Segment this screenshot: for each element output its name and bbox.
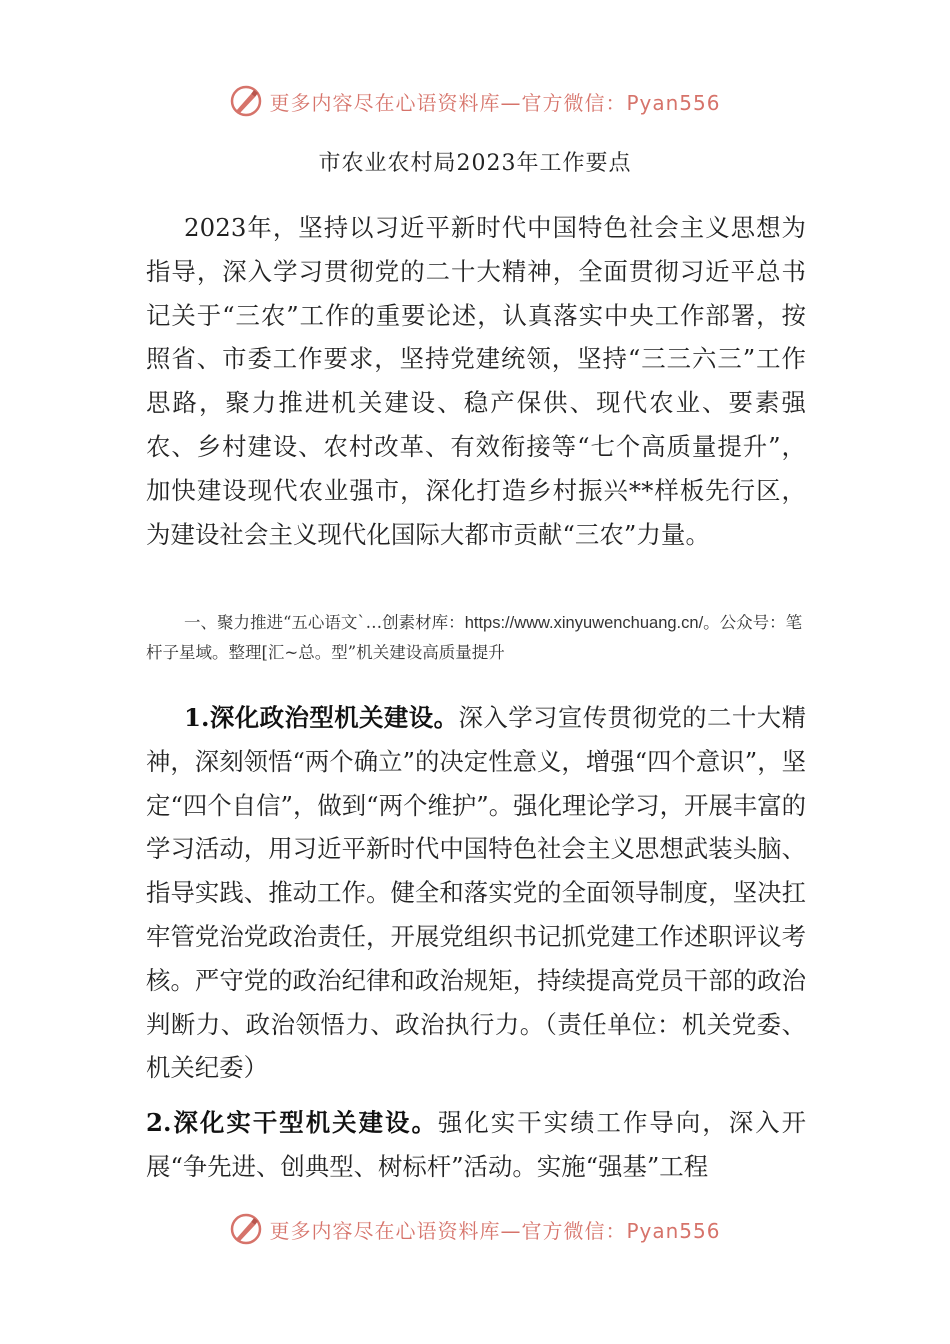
section-heading-pre: 一、聚力推进“五心语文`…创素材库： (184, 613, 465, 632)
watermark-text: 更多内容尽在心语资料库—官方微信：Pyan556 (269, 1218, 721, 1243)
pen-logo-icon (229, 84, 263, 118)
watermark-text: 更多内容尽在心语资料库—官方微信：Pyan556 (269, 90, 721, 115)
item-2-body: 强化实干实绩工作导向，深入开展“争先进、创典型、树标杆”活动。实施“强基”工程 (146, 1108, 806, 1181)
pen-logo-icon (229, 1212, 263, 1246)
intro-paragraph: 2023年，坚持以习近平新时代中国特色社会主义思想为指导，深入学习贯彻党的二十大精神，全面贯彻习近平总书记关于“三农”工作的重要论述，认真落实中央工作部署，按照省、市委工作要求，坚持党建统领，坚持“三三六三”工作思路，聚力推进机关建设、稳产保供、现代农业、要素强农、乡村建设、农村改革、有效衔接等“七个高质量提升”，加快建设现代农业强市，深化打造乡村振兴**样板先行区，为建设社会主义现代化国际大都市贡献“三农”力量。 (146, 213, 806, 549)
item-1-body: 深入学习宣传贯彻党的二十大精神，深刻领悟“两个确立”的决定性意义，增强“四个意识”，坚定“四个自信”，做到“两个维护”。强化理论学习，开展丰富的学习活动，用习近平新时代中国特色社会主义思想武装头脑、指导实践、推动工作。健全和落实党的全面领导制度，坚决扛牢管党治党政治责任，开展党组织书记抓党建工作述职评议考核。严守党的政治纪律和政治规矩，持续提高党员干部的政治判断力、政治领悟力、政治执行力。（责任单位：机关党委、机关纪委） (146, 703, 806, 1083)
section-heading-post: 。公众号：笔杆子星域。整理[汇~总。型”机关建设高质量提升 (146, 613, 803, 662)
watermark-footer (0, 1212, 950, 1246)
source-link[interactable]: https://www.xinyuwenchuang.cn/ (464, 614, 704, 632)
watermark-header (0, 84, 950, 118)
item-1-lead: 1.深化政治型机关建设。 (184, 703, 459, 732)
item-1-paragraph (146, 696, 806, 1090)
item-2-paragraph (146, 1101, 806, 1189)
document-title: 市农业农村局2023年工作要点 (318, 151, 632, 176)
section-heading (146, 608, 806, 668)
item-2-lead: 2.深化实干型机关建设。 (146, 1108, 438, 1137)
